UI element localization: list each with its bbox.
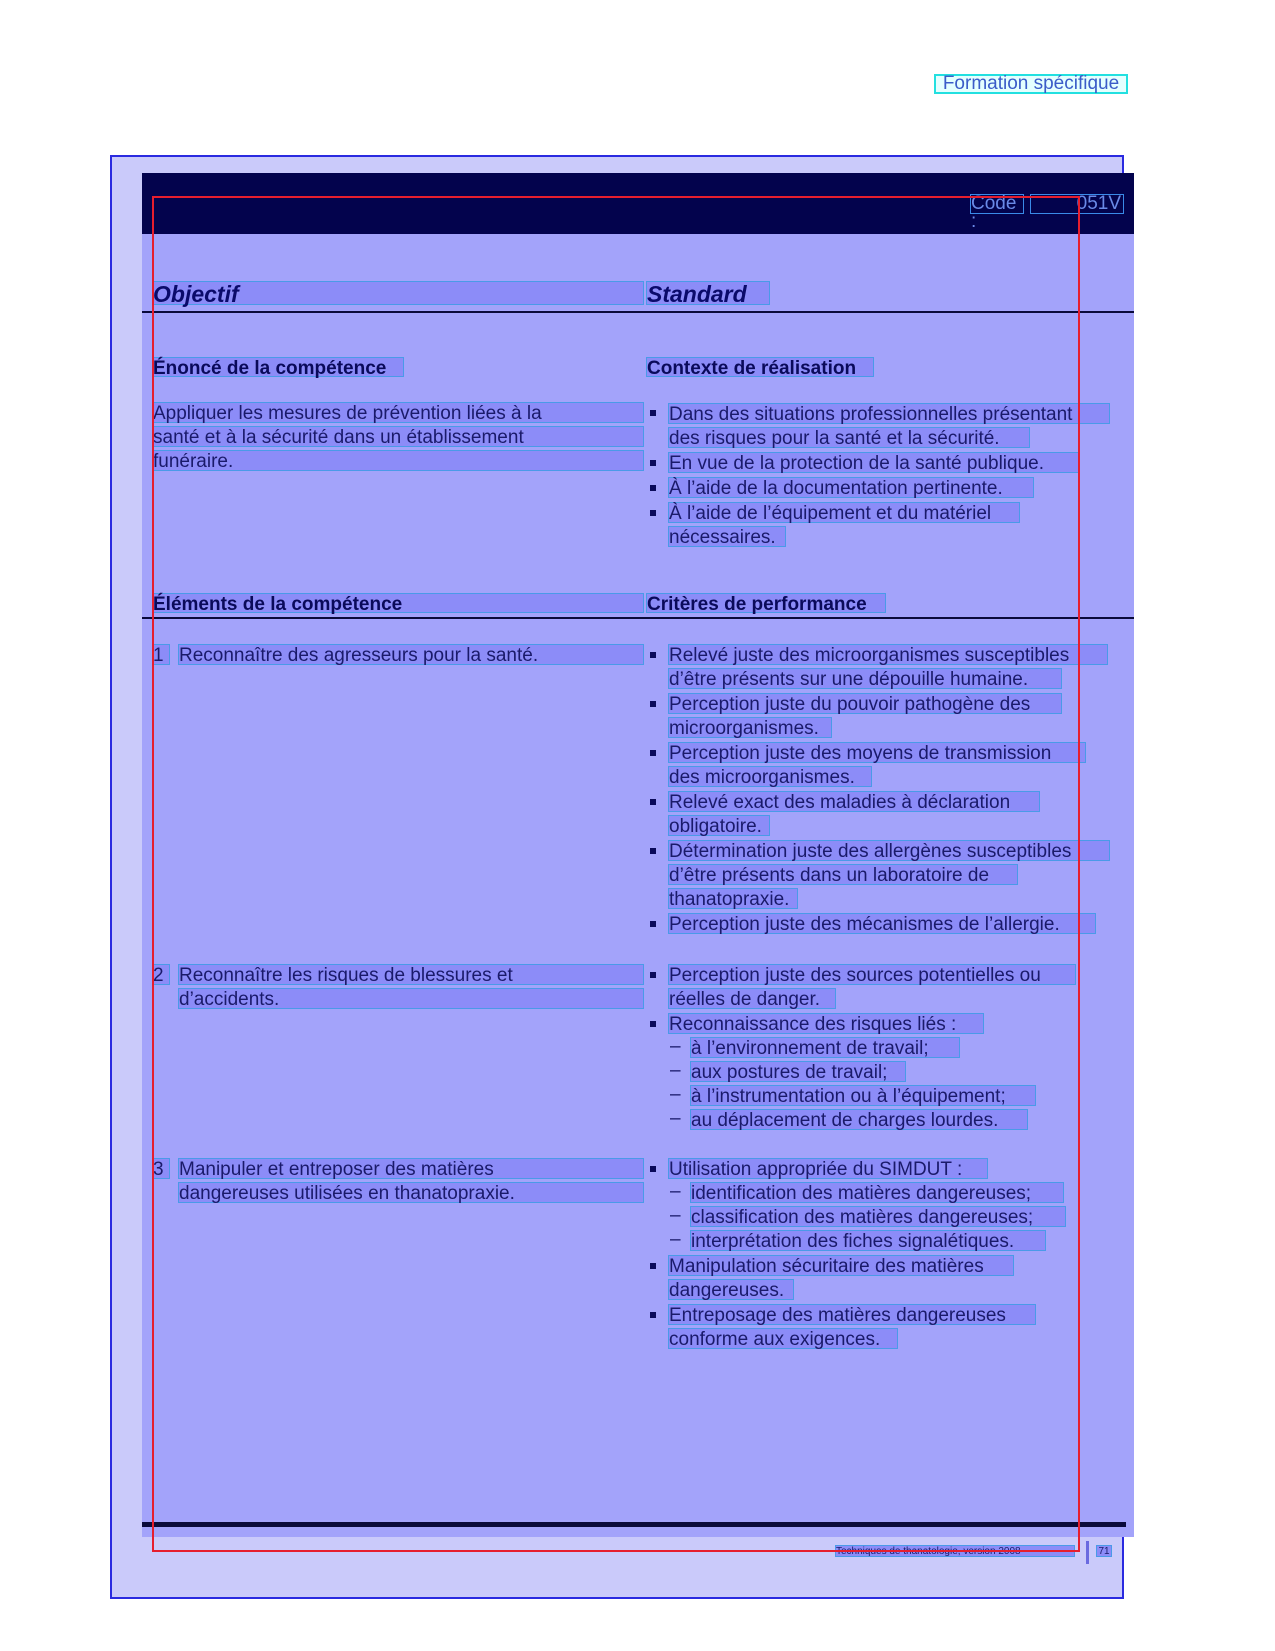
dash-icon: –: [670, 1084, 681, 1105]
code-label: Code :: [970, 194, 1024, 214]
bullet-icon: [650, 972, 656, 978]
dash-icon: –: [670, 1036, 681, 1057]
criteria-line: microorganismes.: [668, 717, 832, 738]
criteria-line: Relevé juste des microorganismes susceptibles: [668, 644, 1108, 665]
bullet-icon: [650, 701, 656, 707]
footer-rule: [142, 1522, 1126, 1527]
dash-icon: –: [670, 1205, 681, 1226]
element-number: 3: [152, 1158, 170, 1179]
criteria-line: Perception juste du pouvoir pathogène des: [668, 693, 1062, 714]
context-bullet-line: des risques pour la santé et la sécurité.: [668, 427, 1030, 448]
criteria-line: Manipulation sécuritaire des matières: [668, 1255, 1014, 1276]
bullet-icon: [650, 799, 656, 805]
context-heading: Contexte de réalisation: [646, 357, 874, 377]
bullet-icon: [650, 921, 656, 927]
element-number: 1: [152, 644, 170, 665]
element-line: Reconnaître des agresseurs pour la santé.: [178, 644, 644, 665]
element-line: dangereuses utilisées en thanatopraxie.: [178, 1182, 644, 1203]
bullet-icon: [650, 750, 656, 756]
competence-line: funéraire.: [152, 450, 644, 471]
header-label: Formation spécifique: [934, 74, 1128, 94]
criteria-line: Perception juste des moyens de transmission: [668, 742, 1086, 763]
criteria-line: réelles de danger.: [668, 988, 836, 1009]
footer-separator: [1086, 1541, 1089, 1564]
criteria-subline: à l’instrumentation ou à l’équipement;: [690, 1085, 1036, 1106]
criteria-heading: Critères de performance: [646, 593, 886, 613]
criteria-subline: classification des matières dangereuses;: [690, 1206, 1066, 1227]
criteria-subline: à l’environnement de travail;: [690, 1037, 960, 1058]
objectif-title: Objectif: [152, 281, 644, 305]
bullet-icon: [650, 1021, 656, 1027]
dash-icon: –: [670, 1108, 681, 1129]
criteria-subline: identification des matières dangereuses;: [690, 1182, 1064, 1203]
criteria-subline: au déplacement de charges lourdes.: [690, 1109, 1028, 1130]
footer-text: Techniques de thanatologie, version 2008: [835, 1545, 1075, 1557]
context-bullet-line: En vue de la protection de la santé publique.: [668, 452, 1080, 473]
standard-title: Standard: [646, 281, 770, 305]
element-line: Manipuler et entreposer des matières: [178, 1158, 644, 1179]
criteria-line: d’être présents dans un laboratoire de: [668, 864, 1018, 885]
criteria-line: dangereuses.: [668, 1279, 794, 1300]
elements-heading: Éléments de la compétence: [152, 593, 644, 613]
bullet-icon: [650, 1312, 656, 1318]
criteria-subline: interprétation des fiches signalétiques.: [690, 1230, 1046, 1251]
bullet-icon: [650, 1263, 656, 1269]
competence-line: Appliquer les mesures de prévention liées à la: [152, 402, 644, 423]
bullet-icon: [650, 485, 656, 491]
criteria-line: Perception juste des mécanismes de l’allergie.: [668, 913, 1096, 934]
dash-icon: –: [670, 1060, 681, 1081]
element-number: 2: [152, 964, 170, 985]
criteria-line: Relevé exact des maladies à déclaration: [668, 791, 1040, 812]
divider-top: [142, 311, 1134, 313]
criteria-line: obligatoire.: [668, 815, 770, 836]
bullet-icon: [650, 460, 656, 466]
bullet-icon: [650, 1166, 656, 1172]
context-bullet-line: nécessaires.: [668, 526, 786, 547]
criteria-line: des microorganismes.: [668, 766, 872, 787]
divider-middle: [142, 617, 1134, 619]
criteria-line: Utilisation appropriée du SIMDUT :: [668, 1158, 988, 1179]
criteria-subline: aux postures de travail;: [690, 1061, 906, 1082]
criteria-line: Perception juste des sources potentielles ou: [668, 964, 1076, 985]
bullet-icon: [650, 848, 656, 854]
page-number: 71: [1096, 1545, 1112, 1557]
bullet-icon: [650, 510, 656, 516]
dash-icon: –: [670, 1229, 681, 1250]
dash-icon: –: [670, 1181, 681, 1202]
criteria-line: thanatopraxie.: [668, 888, 798, 909]
criteria-line: Entreposage des matières dangereuses: [668, 1304, 1036, 1325]
criteria-line: d’être présents sur une dépouille humaine.: [668, 668, 1062, 689]
context-bullet-line: À l’aide de la documentation pertinente.: [668, 477, 1034, 498]
bullet-icon: [650, 410, 656, 416]
element-line: Reconnaître les risques de blessures et: [178, 964, 644, 985]
bullet-icon: [650, 652, 656, 658]
code-value: 051V: [1030, 194, 1124, 214]
criteria-line: Reconnaissance des risques liés :: [668, 1013, 984, 1034]
criteria-line: Détermination juste des allergènes susceptibles: [668, 840, 1110, 861]
context-bullet-line: À l’aide de l’équipement et du matériel: [668, 502, 1020, 523]
competence-line: santé et à la sécurité dans un établissement: [152, 426, 644, 447]
element-line: d’accidents.: [178, 988, 644, 1009]
context-bullet-line: Dans des situations professionnelles présentant: [668, 403, 1110, 424]
criteria-line: conforme aux exigences.: [668, 1328, 898, 1349]
competence-heading: Énoncé de la compétence: [152, 357, 404, 377]
